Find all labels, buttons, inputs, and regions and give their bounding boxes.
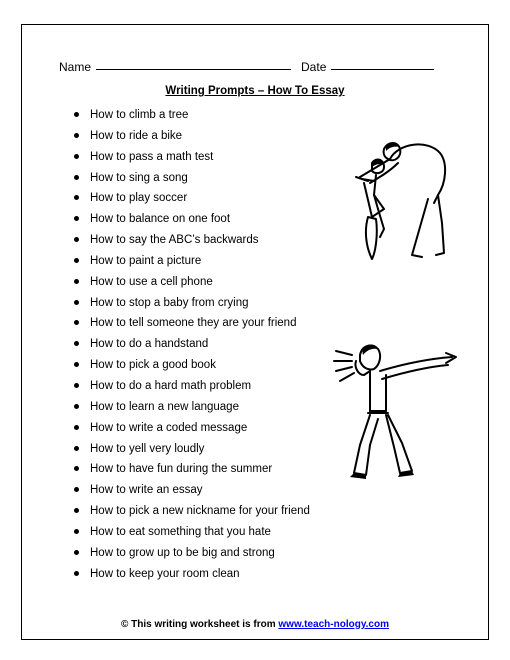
prompt-item [73,399,310,420]
date-label: Date [301,60,327,74]
prompt-list [73,107,310,586]
bullet-icon [74,341,79,346]
prompt-text: How to balance on one foot [90,213,231,226]
prompt-item [73,357,310,378]
prompt-text: How to keep your room clean [90,567,240,580]
prompt-item [73,211,310,232]
prompt-text: How to do a hard math problem [90,379,252,392]
prompt-item [73,274,310,295]
prompt-item [73,482,310,503]
prompt-text: How to paint a picture [90,254,202,267]
bullet-icon [74,258,79,263]
prompt-item [73,295,310,316]
prompt-item [73,190,310,211]
bullet-icon [74,446,79,451]
prompt-item [73,149,310,170]
prompt-item [73,441,310,462]
prompt-text: How to ride a bike [90,129,183,142]
prompt-item [73,545,310,566]
bullet-icon [74,237,79,242]
prompt-item [73,378,310,399]
bullet-icon [74,300,79,305]
bullet-icon [74,404,79,409]
prompt-item [73,566,310,587]
prompt-text: How to write an essay [90,484,203,497]
prompt-item [73,336,310,357]
prompt-text: How to pick a new nickname for your friend [90,505,310,518]
bullet-icon [74,133,79,138]
worksheet-title: Writing Prompts – How To Essay [165,85,345,97]
prompt-text: How to tell someone they are your friend [90,317,297,330]
bullet-icon [74,279,79,284]
cyclist-clipart-icon [350,137,450,265]
prompt-item [73,107,310,128]
prompt-text: How to say the ABC’s backwards [90,234,259,247]
name-blank-line [96,68,291,70]
footer-text: © This writing worksheet is from [121,619,279,630]
bullet-icon [74,550,79,555]
prompt-item [73,232,310,253]
bullet-icon [74,571,79,576]
bullet-icon [74,383,79,388]
bullet-icon [74,487,79,492]
bullet-icon [74,195,79,200]
name-date-line [59,59,434,75]
bullet-icon [74,320,79,325]
prompt-text: How to pass a math test [90,150,214,163]
prompt-text: How to write a coded message [90,421,248,434]
prompt-text: How to play soccer [90,192,188,205]
bullet-icon [74,154,79,159]
prompt-item [73,503,310,524]
prompt-text: How to use a cell phone [90,275,213,288]
bullet-icon [74,362,79,367]
prompt-item [73,315,310,336]
prompt-item [73,524,310,545]
prompt-text: How to sing a song [90,171,188,184]
prompt-item [73,253,310,274]
bullet-icon [74,216,79,221]
date-blank-line [331,68,434,70]
prompt-item [73,420,310,441]
prompt-text: How to learn a new language [90,400,239,413]
prompt-text: How to do a handstand [90,338,209,351]
prompt-text: How to stop a baby from crying [90,296,249,309]
bullet-icon [74,425,79,430]
prompt-text: How to climb a tree [90,109,189,121]
prompt-text: How to yell very loudly [90,442,205,455]
prompt-text: How to eat something that you hate [90,525,271,538]
prompt-text: How to grow up to be big and strong [90,546,275,559]
name-label: Name [59,60,92,74]
prompt-text: How to pick a good book [90,359,216,372]
bullet-icon [74,529,79,534]
prompt-item [73,170,310,191]
bullet-icon [74,508,79,513]
bullet-icon [74,175,79,180]
prompt-item [73,461,310,482]
footer-link[interactable]: www.teach-nology.com [278,619,389,630]
prompt-item [73,128,310,149]
yelling-man-clipart-icon [330,335,458,481]
prompt-text: How to have fun during the summer [90,463,273,476]
bullet-icon [74,466,79,471]
bullet-icon [74,112,79,117]
footer-credit [0,618,510,632]
